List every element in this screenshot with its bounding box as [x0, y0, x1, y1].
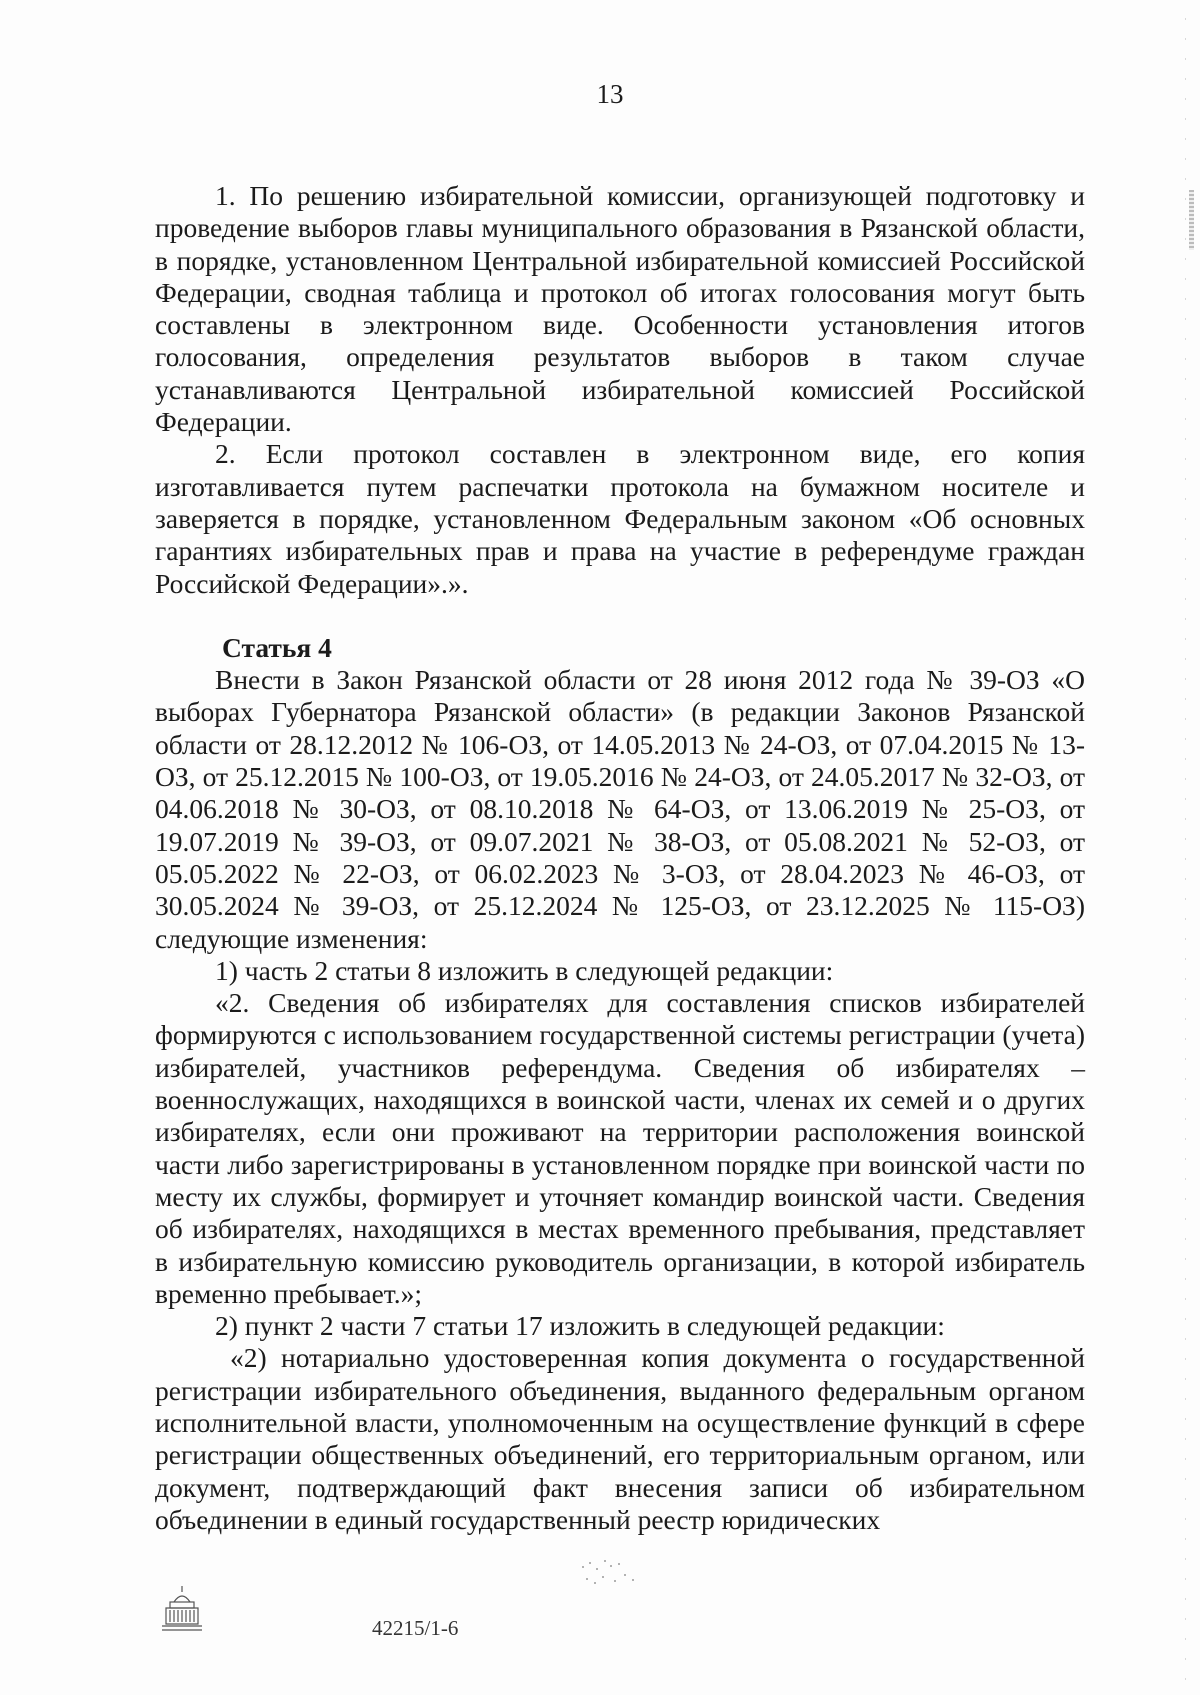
document-body — [155, 180, 1085, 1536]
article-heading: Статья 4 — [222, 631, 332, 663]
emblem-icon — [160, 1582, 204, 1638]
article-paragraph-intro: Внести в Закон Рязанской области от 28 июня 2012 года № 39-ОЗ «О выборах Губернатора Рязанской области» (в редакции Законов Рязанской области от 28.12.2012 № 106-ОЗ, от 14.05.2013 № 24-ОЗ, от 07.04.2015 № 13-ОЗ, от 25.12.2015 № 100-ОЗ, от 19.05.2016 № 24-ОЗ, от 24.05.2017 № 32-ОЗ, от 04.06.2018 № 30-ОЗ, от 08.10.2018 № 64-ОЗ, от 13.06.2019 № 25-ОЗ, от 19.07.2019 № 39-ОЗ, от 09.07.2021 № 38-ОЗ, от 05.08.2021 № 52-ОЗ, от 05.05.2022 № 22-ОЗ, от 06.02.2023 № 3-ОЗ, от 28.04.2023 № 46-ОЗ, от 30.05.2024 № 39-ОЗ, от 25.12.2024 № 125-ОЗ, от 23.12.2025 № 115-ОЗ) следующие изменения: — [155, 664, 1085, 954]
article-item-1-text: «2. Сведения об избирателях для составления списков избирателей формируются с использованием государственной системы регистрации (учета) избирателей, участников референдума. Сведения об избирателях – военнослужащих, находящихся в воинской части, членах их семей и о других избирателях, если они проживают на территории расположения воинской части либо зарегистрированы в установленном порядке при воинской части по месту их службы, формирует и уточняет командир воинской части. Сведения об избирателях, находящихся в местах временного пребывания, представляет в избирательную комиссию руководитель организации, в которой избиратель временно пребывает.»; — [155, 987, 1085, 1309]
paragraph-2: 2. Если протокол составлен в электронном виде, его копия изготавливается путем распечатки протокола на бумажном носителе и заверяется в порядке, установленном Федеральным законом «Об основных гарантиях избирательных прав и права на участие в референдуме граждан Российской Федерации».». — [155, 438, 1085, 599]
paragraph-1: 1. По решению избирательной комиссии, организующей подготовку и проведение выборов главы муниципального образования в Рязанской области, в порядке, установленном Центральной избирательной комиссией Российской Федерации, сводная таблица и протокол об итогах голосования могут быть составлены в электронном виде. Особенности установления итогов голосования, определения результатов выборов в таком случае устанавливаются Центральной избирательной комиссией Российской Федерации. — [155, 180, 1085, 438]
article-item-2-text: «2) нотариально удостоверенная копия документа о государственной регистрации избирательного объединения, выданного федеральным органом исполнительной власти, уполномоченным на осуществление функций в сфере регистрации общественных объединений, его территориальным органом, или документ, подтверждающий факт внесения записи об избирательном объединении в единый государственный реестр юридических — [155, 1342, 1085, 1535]
document-code: 42215/1-6 — [372, 1616, 459, 1640]
scan-noise — [575, 1555, 645, 1595]
scan-edge-line — [1185, 0, 1186, 1695]
article-item-2: 2) пункт 2 части 7 статьи 17 изложить в следующей редакции: — [215, 1310, 945, 1342]
page-number: 13 — [596, 79, 624, 109]
article-item-1: 1) часть 2 статьи 8 изложить в следующей редакции: — [215, 954, 834, 986]
scan-edge-mark — [1189, 190, 1194, 250]
spacer — [155, 600, 1085, 632]
